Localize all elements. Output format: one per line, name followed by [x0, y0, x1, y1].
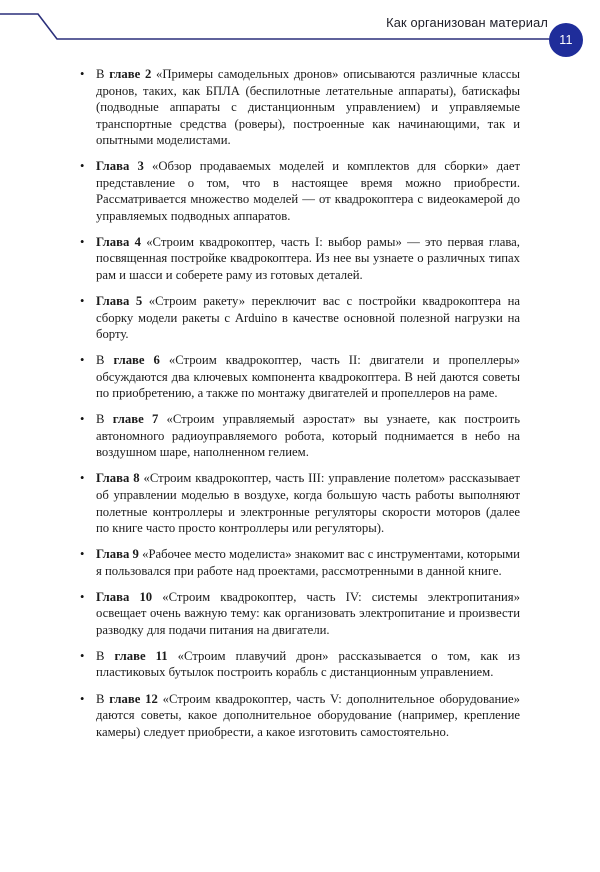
- chapter-paragraph: [96, 66, 520, 149]
- paragraph-body: «Рабочее место моделиста» знакомит вас с инструментами, которыми я пользовался при работе над проектами, рассмотренными в данной книге.: [96, 547, 520, 578]
- paragraph-body: «Строим плавучий дрон» рассказывается о том, как из пластиковых бутылок построить корабль с дистанционным управлением.: [96, 648, 520, 680]
- list-item: [0, 234, 600, 284]
- chapter-reference: Глава 3: [96, 159, 144, 174]
- paragraph-body: «Обзор продаваемых моделей и комплектов для сборки» дает представление о том, что в настоящее время можно приобрести. Рассматривается множество моделей — от квадрокоптера с видеокамерой до управляемых подводных аппаратов.: [96, 159, 520, 223]
- chapter-reference: Глава 8: [96, 471, 140, 486]
- chapter-paragraph: [96, 546, 520, 579]
- chapter-reference: Глава 10: [96, 589, 153, 604]
- running-header-title: Как организован материал: [386, 15, 548, 30]
- list-item: [0, 546, 600, 579]
- list-item: [0, 589, 600, 639]
- chapter-reference: главе 2: [109, 67, 152, 81]
- chapter-reference: главе 12: [109, 691, 158, 706]
- chapter-reference: главе 6: [113, 353, 160, 368]
- chapter-paragraph: [96, 352, 520, 402]
- paragraph-body: «Строим квадрокоптер, часть I: выбор рамы» — это первая глава, посвященная постройке квадрокоптера. Из нее вы узнаете о различных типах рам и шасси и соберете раму из готовых деталей.: [96, 234, 520, 283]
- list-item: [0, 293, 600, 343]
- list-item: [0, 158, 600, 224]
- paragraph-body: «Строим квадрокоптер, часть III: управление полетом» рассказывает об управлении моделью в воздухе, когда большую часть работы выполняют полетные контроллеры и электронные регуляторы скорости моторов (далее по книге часто просто контроллеры или регуляторы).: [96, 471, 520, 536]
- lead-plain: В: [96, 353, 114, 368]
- chapter-paragraph: [96, 234, 520, 284]
- page-header: [0, 0, 600, 62]
- chapter-paragraph: [96, 158, 520, 224]
- lead-plain: В: [96, 648, 115, 663]
- paragraph-body: «Строим управляемый аэростат» вы узнаете, как построить автономного радиоуправляемого робота, который поднимается в небо на воздушном шаре, наполненном гелием.: [96, 412, 520, 460]
- chapter-paragraph: [96, 589, 520, 639]
- lead-plain: В: [96, 67, 110, 81]
- chapter-paragraph: [96, 691, 520, 741]
- chapter-reference: главе 7: [112, 412, 159, 427]
- chapter-summary-list: [0, 66, 600, 740]
- page-number-badge: 11: [549, 23, 583, 57]
- chapter-reference: главе 11: [114, 648, 168, 663]
- list-item: [0, 411, 600, 461]
- chapter-reference: Глава 9: [96, 547, 139, 562]
- page-body: [0, 66, 600, 740]
- list-item: [0, 691, 600, 741]
- paragraph-body: «Строим ракету» переключит вас с постройки квадрокоптера на сборку модели ракеты с Arduino в качестве основной полезной нагрузки на борту.: [96, 294, 520, 342]
- header-rule-decoration: [0, 0, 600, 62]
- paragraph-body: «Строим квадрокоптер, часть II: двигатели и пропеллеры» обсуждаются два ключевых компонента квадрокоптера. В ней даются советы по приобретению, а также по монтажу двигателей и пропеллеров на раме.: [96, 353, 520, 401]
- paragraph-body: «Строим квадрокоптер, часть IV: системы электропитания» освещает очень важную тему: как организовать электропитание и произвести разводку для подачи питания на двигатели.: [96, 589, 520, 637]
- chapter-paragraph: [96, 293, 520, 343]
- list-item: [0, 470, 600, 536]
- chapter-reference: Глава 4: [96, 234, 141, 249]
- chapter-paragraph: [96, 470, 520, 536]
- chapter-paragraph: [96, 648, 520, 681]
- chapter-paragraph: [96, 411, 520, 461]
- list-item: [0, 66, 600, 149]
- chapter-reference: Глава 5: [96, 294, 143, 309]
- list-item: [0, 648, 600, 681]
- list-item: [0, 352, 600, 402]
- lead-plain: В: [96, 412, 113, 427]
- lead-plain: В: [96, 691, 110, 706]
- paragraph-body: «Строим квадрокоптер, часть V: дополнительное оборудование» даются советы, какое дополнительное оборудование (например, крепление камеры) следует приобрести, а какое изготовить самостоятельно.: [96, 691, 520, 739]
- paragraph-body: «Примеры самодельных дронов» описываются различные классы дронов, таких, как БПЛА (беспилотные летательные аппараты), батискафы (подводные аппараты с дистанционным управлением) и управляемые транспортные средства (роверы), построенные как начинающими, так и опытными моделистами.: [96, 67, 521, 148]
